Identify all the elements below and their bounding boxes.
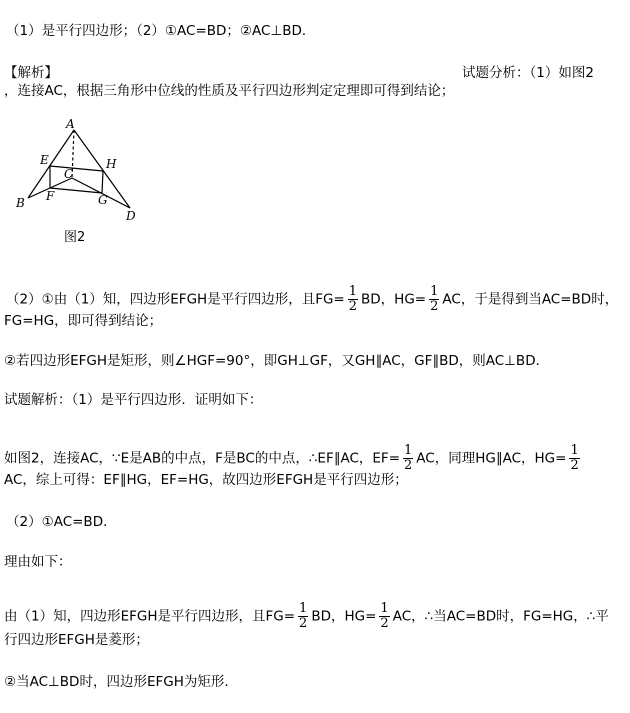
label-d: D	[126, 209, 136, 223]
solution-proof-line1	[4, 444, 583, 473]
label-g: G	[98, 193, 108, 207]
part2-reasoning-line2: FG=HG，即可得到结论；	[4, 313, 163, 329]
fraction-num: 1	[380, 601, 389, 616]
reason-line2: 行四边形EFGH是菱形；	[4, 632, 149, 648]
figure-caption: 图2	[64, 230, 86, 245]
fraction-den: 2	[404, 458, 413, 473]
text-seg: （2）①由（1）知，四边形EFGH是平行四边形，且FG=	[6, 291, 345, 308]
fraction-den: 2	[348, 299, 358, 314]
text-seg: AC，同理HG∥AC，HG=	[416, 450, 567, 467]
analysis-connect-text: ，连接AC，根据三角形中位线的性质及平行四边形判定定理即可得到结论；	[4, 83, 455, 99]
label-b: B	[16, 196, 25, 210]
fraction-den: 2	[299, 616, 308, 631]
text-seg: 如图2，连接AC，∵E是AB的中点，F是BC的中点，∴EF∥AC，EF=	[4, 450, 401, 467]
solution-heading: 试题解析：（1）是平行四边形．证明如下：	[4, 392, 263, 408]
text-seg: BD，HG=	[361, 291, 427, 308]
label-c: C	[64, 167, 74, 181]
label-f: F	[46, 189, 55, 203]
fraction-half	[429, 285, 439, 314]
reason-line1	[4, 602, 609, 631]
answer-summary: （1）是平行四边形；（2）①AC=BD；②AC⊥BD．	[6, 23, 316, 39]
analysis-heading: 【解析】	[4, 65, 58, 81]
part2-answer: （2）①AC=BD．	[6, 514, 117, 530]
label-h: H	[106, 157, 117, 171]
text-seg: AC，于是得到当AC=BD时，	[442, 291, 619, 308]
reason-heading: 理由如下：	[4, 554, 72, 570]
fraction-num: 1	[299, 601, 308, 616]
fraction-half	[298, 602, 308, 631]
rectangle-conclusion: ②当AC⊥BD时，四边形EFGH为矩形．	[4, 674, 238, 690]
solution-proof-line2: AC，综上可得：EF∥HG，EF=HG，故四边形EFGH是平行四边形；	[4, 472, 408, 488]
part2-rectangle-reasoning: ②若四边形EFGH是矩形，则∠HGF=90°，即GH⊥GF，又GH∥AC，GF∥BD，则AC⊥BD．	[4, 353, 550, 369]
fraction-den: 2	[380, 616, 389, 631]
fraction-half	[569, 444, 579, 473]
text-seg: BD，HG=	[311, 608, 377, 625]
fraction-num: 1	[570, 443, 579, 458]
fraction-num: 1	[348, 284, 358, 299]
fraction-den: 2	[570, 458, 579, 473]
text-seg: AC，∴当AC=BD时，FG=HG，∴平	[392, 608, 609, 625]
fraction-half	[379, 602, 389, 631]
fraction-half	[348, 285, 358, 314]
text-seg: 由（1）知，四边形EFGH是平行四边形，且FG=	[4, 608, 296, 625]
part2-reasoning-line1	[6, 285, 618, 314]
label-e: E	[40, 153, 49, 167]
analysis-intro: 试题分析：（1）如图2	[462, 65, 594, 81]
fraction-num: 1	[430, 284, 439, 299]
fraction-den: 2	[430, 299, 439, 314]
fraction-half	[403, 444, 413, 473]
label-a: A	[66, 117, 75, 131]
fraction-num: 1	[404, 443, 413, 458]
